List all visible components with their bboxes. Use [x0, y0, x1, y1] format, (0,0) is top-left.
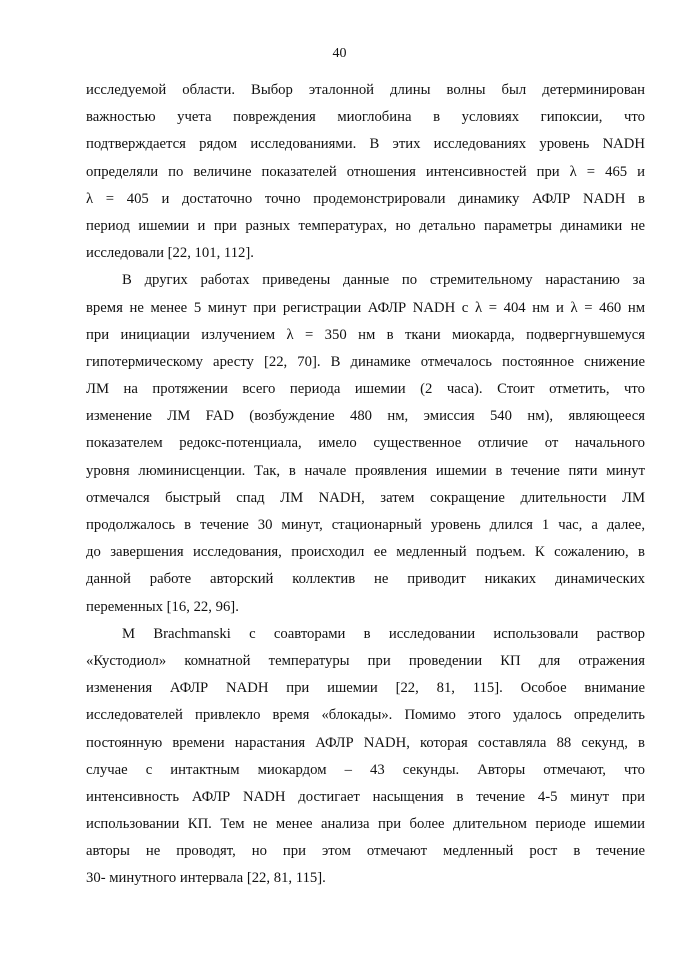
text-line: показателем редокс-потенциала, имело существенное отличие от начального — [86, 435, 645, 452]
text-line: исследовали [22, 101, 112]. — [86, 245, 254, 262]
text-line: авторы не проводят, но при этом отмечают медленный рост в течение — [86, 843, 645, 860]
text-line: M Brachmanski с соавторами в исследовании использовали раствор — [122, 625, 645, 642]
text-line: В других работах приведены данные по стремительному нарастанию за — [122, 272, 645, 289]
text-line: время не менее 5 минут при регистрации АФЛР NADH с λ = 404 нм и λ = 460 нм — [86, 299, 645, 316]
text-line: 30- минутного интервала [22, 81, 115]. — [86, 870, 326, 887]
text-line: интенсивность АФЛР NADH достигает насыщения в течение 4-5 минут при — [86, 788, 645, 805]
text-line: исследуемой области. Выбор эталонной длины волны был детерминирован — [86, 82, 645, 98]
text-body — [86, 77, 645, 893]
text-line: «Кустодиол» комнатной температуры при проведении КП для отражения — [86, 652, 645, 669]
text-line: изменения АФЛР NADH при ишемии [22, 81, 115]. Особое внимание — [86, 680, 645, 697]
text-line: постоянную времени нарастания АФЛР NADH, которая составляла 88 секунд, в — [86, 734, 645, 751]
text-line: λ = 405 и достаточно точно продемонстрировали динамику АФЛР NADH в — [86, 190, 645, 207]
text-line: ЛМ на протяжении всего периода ишемии (2 часа). Стоит отметить, что — [86, 381, 645, 398]
text-line: при инициации излучением λ = 350 нм в ткани миокарда, подвергнувшемуся — [86, 326, 645, 343]
text-line: подтверждается рядом исследованиями. В этих исследованиях уровень NADH — [86, 136, 645, 153]
text-line: определяли по величине показателей отношения интенсивностей при λ = 465 и — [86, 163, 645, 180]
text-line: отмечался быстрый спад ЛМ NADH, затем сокращение длительности ЛМ — [86, 489, 645, 506]
paragraph — [86, 267, 645, 620]
text-line: переменных [16, 22, 96]. — [86, 598, 239, 615]
text-line: до завершения исследования, происходил ее медленный подъем. К сожалению, в — [86, 544, 645, 561]
text-line: важностью учета повреждения миоглобина в условиях гипоксии, что — [86, 109, 645, 126]
text-line: гипотермическому аресту [22, 70]. В динамике отмечалось постоянное снижение — [86, 353, 645, 370]
text-line: период ишемии и при разных температурах, но детально параметры динамики не — [86, 217, 645, 234]
text-line: исследователей привлекло время «блокады». Помимо этого удалось определить — [86, 707, 645, 724]
text-line: случае с интактным миокардом – 43 секунды. Авторы отмечают, что — [86, 761, 645, 778]
text-line: продолжалось в течение 30 минут, стационарный уровень длился 1 час, а далее, — [86, 517, 645, 533]
text-line: изменение ЛМ FAD (возбуждение 480 нм, эмиссия 540 нм), являющееся — [86, 408, 645, 425]
text-line: уровня люминисценции. Так, в начале проявления ишемии в течение пяти минут — [86, 462, 645, 479]
paragraph — [86, 621, 645, 893]
paragraph — [86, 77, 645, 267]
page-number: 40 — [332, 46, 347, 61]
text-line: использовании КП. Тем не менее анализа при более длительном периоде ишемии — [86, 816, 645, 833]
text-line: данной работе авторский коллектив не приводит никаких динамических — [86, 571, 645, 588]
